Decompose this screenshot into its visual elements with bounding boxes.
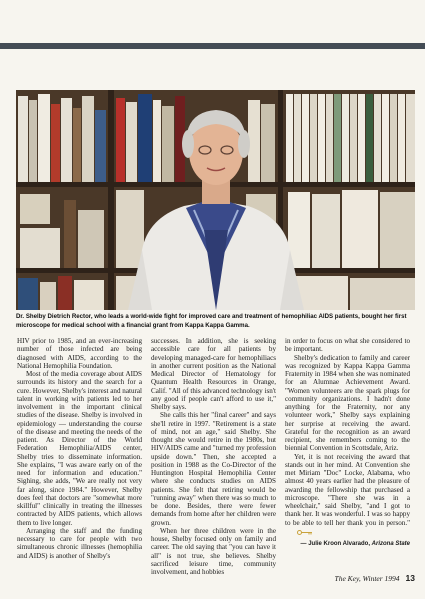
author-byline [285, 540, 410, 548]
article-column-2 [151, 337, 276, 576]
paragraph: When her three children were in the house, Shelby focused only on family and career. The old saying that "you can have it all" is not true, she believes. Shelby sacrificed leisure time, community involvement, and hobbies [151, 526, 276, 576]
article-photo [16, 90, 415, 310]
photo-caption: Dr. Shelby Dietrich Rector, who leads a world-wide fight for improved care and treatment of hemophiliac AIDS patients, bought her first microscope for medical school with a financial grant from Kappa Kappa Gamma. [16, 313, 407, 329]
key-icon [288, 529, 304, 534]
article-column-1 [17, 337, 142, 560]
photo-illustration [16, 90, 415, 310]
paragraph: successes. In addition, she is seeking accessible care for all patients by developing managed-care for hemophiliacs in another current position as the National Medical Director of Hematology for Quantum Health Resources in Orange, Calif. "All of this advanced technology isn't any good if people can't afford to use it," Shelby says. [151, 337, 276, 411]
paragraph: Arranging the staff and the funding necessary to care for people with two simultaneous chronic illnesses (hemophilia and AIDS) is another of Shelby's [17, 526, 142, 560]
byline-chapter: Arizona State [371, 541, 410, 547]
header-rule [0, 43, 425, 49]
paragraph: Yet, it is not receiving the award that stands out in her mind. At Convention she met Miriam "Doc" Locke, Alabama, who almost 40 years earlier had the pleasure of awarding the fellowship that purchased a microscope. "There she was in a wheelchair," said Shelby, "and I got to thank her. It was wonderful. I was so happy to be able to tell her thank you in person." [285, 453, 410, 536]
publication-title: The Key, Winter 1994 [334, 574, 400, 583]
paragraph: HIV prior to 1985, and an ever-increasing number of those infected are being diagnosed with AIDS, according to the National Hemophilia Foundation. [17, 337, 142, 370]
byline-name: — Julie Kroon Alvarado, [300, 541, 372, 547]
page-number: 13 [405, 573, 415, 583]
article-column-3 [285, 337, 410, 548]
paragraph: Most of the media coverage about AIDS surrounds its history and the search for a cure. However, Shelby's interest and natural talent in working with patients led to her involvement in the important clinical studies of the disease. Shelby is involved in epidemiology — understanding the course of the disease and meeting the needs of the patient. As Director of the World Federation Hemophilia/AIDS center, Shelby tries to disseminate information. She explains, "I was aware early on of the need for information and education." Sighing, she adds, "We are really not very far along, since 1984." However, Shelby does feel that doctors are "somewhat more skillful" clinically in treating the illnesses contracted by AIDS patients, which allows them to live longer. [17, 370, 142, 527]
paragraph: Shelby's dedication to family and career was recognized by Kappa Kappa Gamma Fraternity in 1984 when she was nominated for an Alumnae Achievement Award. "Women volunteers are the spark plugs for community organizations. I hadn't done anything for the Fraternity, nor any volunteer work," Shelby says explaining her surprise at receiving the award. Grateful for the recognition as an award recipient, she remembers coming to the biennial Convention in Scottsdale, Ariz. [285, 353, 410, 453]
paragraph: She calls this her "final career" and says she'll retire in 1997. "Retirement is a state of mind, not an age," said Shelby. She thought she would retire in the 1980s, but HIV/AIDS came and "turned my profession upside down." Then, she accepted a position in 1988 as the Co-Director of the Huntington Hospital Hemophilia Center where she conducts studies on AIDS patients. She felt that retiring would be "running away" when there was so much to be done. Besides, there were fewer demands from home after her children were grown. [151, 411, 276, 527]
page-footer [300, 573, 415, 583]
paragraph: in order to focus on what she considered to be important. [285, 337, 410, 354]
